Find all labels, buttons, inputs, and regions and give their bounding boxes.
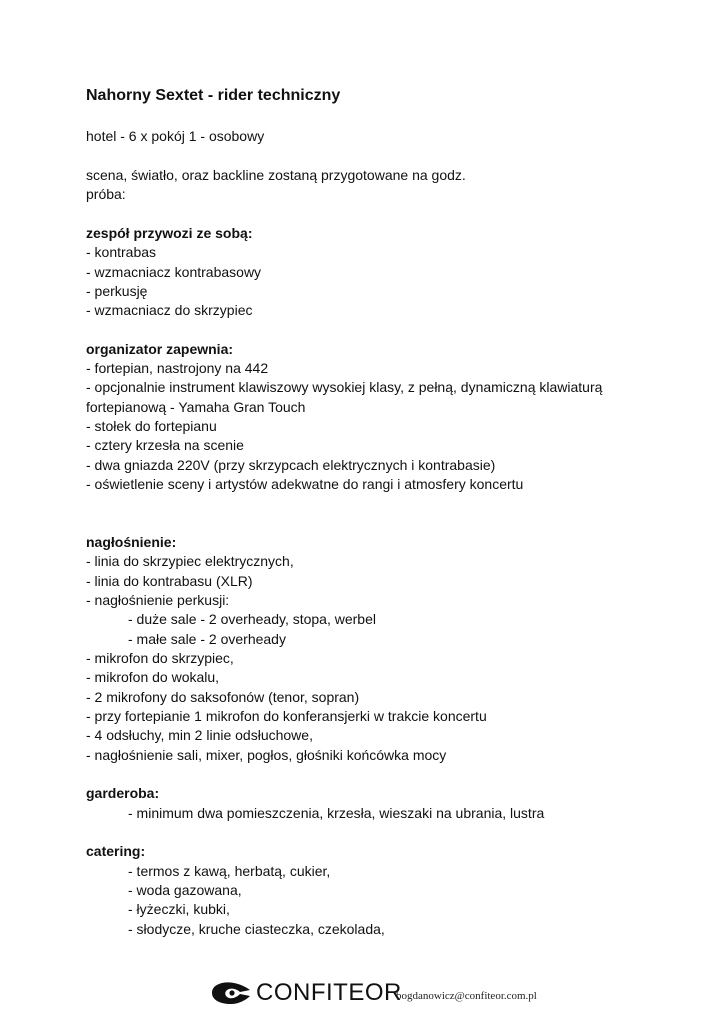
sound-item: - nagłośnienie perkusji: [86, 592, 230, 608]
sound-item: - 2 mikrofony do saksofonów (tenor, sopran) [86, 689, 360, 705]
confiteor-logo-text: CONFITEOR [256, 979, 402, 1006]
sound-subitem: - duże sale - 2 overheady, stopa, werbel [128, 611, 376, 627]
organizer-item: - dwa gniazda 220V (przy skrzypcach elektrycznych i kontrabasie) [86, 457, 496, 473]
wardrobe-item: - minimum dwa pomieszczenia, krzesła, wieszaki na ubrania, lustra [128, 805, 545, 821]
organizer-heading: organizator zapewnia: [86, 341, 234, 357]
organizer-item: fortepianową - Yamaha Gran Touch [86, 399, 306, 415]
catering-heading: catering: [86, 843, 146, 859]
document-title: Nahorny Sextet - rider techniczny [86, 87, 341, 104]
stage-line-2: próba: [86, 186, 126, 202]
confiteor-logo-icon [210, 981, 252, 1005]
organizer-item: - cztery krzesła na scenie [86, 437, 244, 453]
organizer-item: - stołek do fortepianu [86, 418, 217, 434]
sound-item: - przy fortepianie 1 mikrofon do konferansjerki w trakcie koncertu [86, 708, 487, 724]
organizer-item: - opcjonalnie instrument klawiszowy wysokiej klasy, z pełną, dynamiczną klawiaturą [86, 379, 603, 395]
stage-line-1: scena, światło, oraz backline zostaną przygotowane na godz. [86, 167, 466, 183]
wardrobe-heading: garderoba: [86, 785, 160, 801]
catering-item: - słodycze, kruche ciasteczka, czekolada, [128, 921, 385, 937]
band-item: - perkusję [86, 283, 148, 299]
sound-item: - nagłośnienie sali, mixer, pogłos, głośniki końcówka mocy [86, 747, 447, 763]
sound-item: - 4 odsłuchy, min 2 linie odsłuchowe, [86, 727, 313, 743]
sound-item: - linia do skrzypiec elektrycznych, [86, 553, 294, 569]
band-heading: zespół przywozi ze sobą: [86, 225, 253, 241]
band-item: - kontrabas [86, 244, 157, 260]
catering-item: - termos z kawą, herbatą, cukier, [128, 863, 331, 879]
sound-subitem: - małe sale - 2 overheady [128, 631, 286, 647]
organizer-item: - oświetlenie sceny i artystów adekwatne do rangi i atmosfery koncertu [86, 476, 524, 492]
sound-item: - mikrofon do skrzypiec, [86, 650, 234, 666]
band-item: - wzmacniacz kontrabasowy [86, 264, 262, 280]
hotel-line: hotel - 6 x pokój 1 - osobowy [86, 128, 265, 144]
sound-heading: nagłośnienie: [86, 534, 177, 550]
footer-email: bogdanowicz@confiteor.com.pl [396, 990, 537, 1002]
catering-item: - woda gazowana, [128, 882, 242, 898]
sound-item: - mikrofon do wokalu, [86, 669, 220, 685]
catering-item: - łyżeczki, kubki, [128, 901, 230, 917]
confiteor-logo [210, 978, 402, 1008]
organizer-item: - fortepian, nastrojony na 442 [86, 360, 269, 376]
band-item: - wzmacniacz do skrzypiec [86, 302, 253, 318]
sound-item: - linia do kontrabasu (XLR) [86, 573, 253, 589]
